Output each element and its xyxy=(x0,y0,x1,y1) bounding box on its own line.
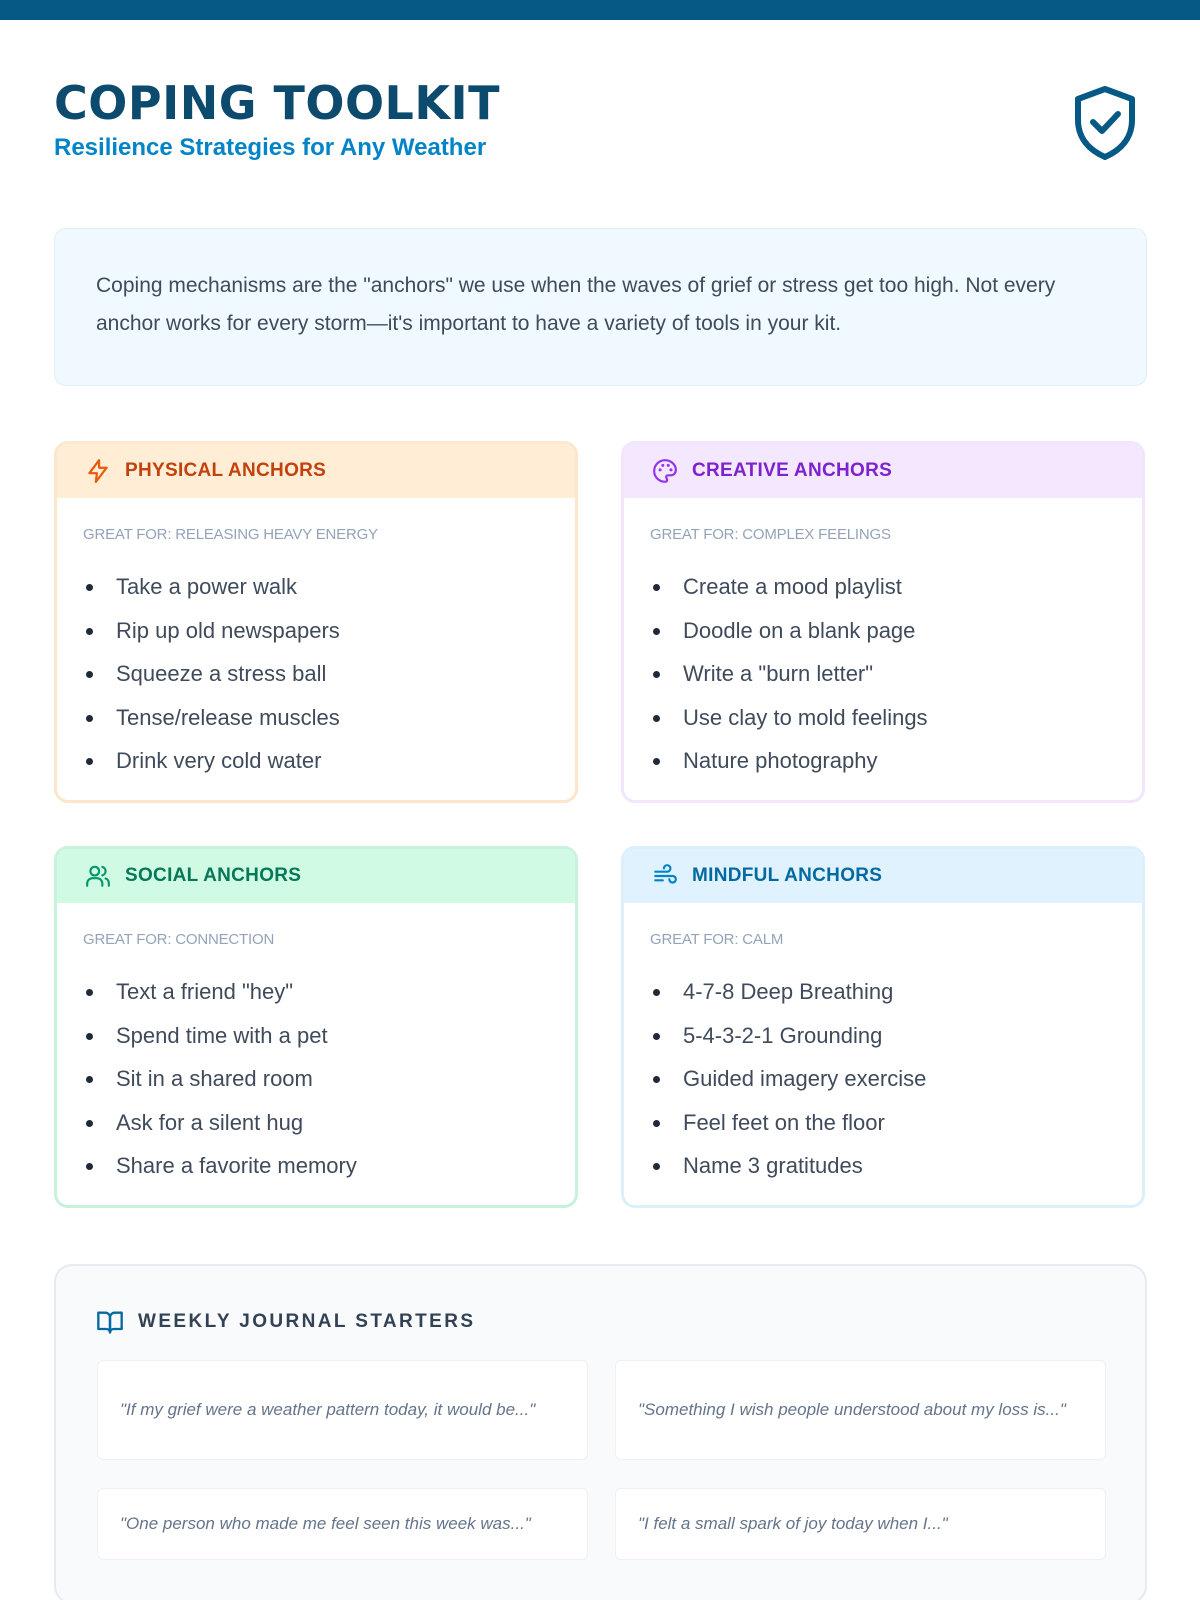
intro-panel xyxy=(54,228,1147,386)
list-item: Feel feet on the floor xyxy=(650,1101,1116,1145)
card-physical-anchors xyxy=(54,441,578,803)
page-title: COPING TOOLKIT xyxy=(54,76,500,130)
journal-header xyxy=(96,1308,475,1336)
journal-starters-panel xyxy=(54,1264,1147,1600)
list-item: Text a friend "hey" xyxy=(83,970,549,1014)
list-item: 5-4-3-2-1 Grounding xyxy=(650,1014,1116,1058)
card-title: CREATIVE ANCHORS xyxy=(692,460,893,481)
open-book-icon xyxy=(96,1308,124,1336)
list-item: Use clay to mold feelings xyxy=(650,696,1116,740)
card-title: PHYSICAL ANCHORS xyxy=(125,460,327,481)
card-header xyxy=(624,849,1142,903)
list-item: Create a mood playlist xyxy=(650,565,1116,609)
intro-text: Coping mechanisms are the "anchors" we use when the waves of grief or stress get too high. Not every anchor works for every storm—it's important to have a variety of tools in your kit. xyxy=(96,274,1056,335)
great-for-label: GREAT FOR: COMPLEX FEELINGS xyxy=(650,526,891,543)
lightning-icon xyxy=(85,458,111,484)
list-item: Take a power walk xyxy=(83,565,549,609)
journal-prompt-card xyxy=(615,1360,1106,1460)
page-subtitle: Resilience Strategies for Any Weather xyxy=(54,134,487,161)
journal-prompt-text: "I felt a small spark of joy today when I..." xyxy=(638,1514,948,1533)
journal-title: WEEKLY JOURNAL STARTERS xyxy=(138,1311,476,1332)
journal-prompt-card xyxy=(97,1488,588,1560)
users-icon xyxy=(85,863,111,889)
list-item: 4-7-8 Deep Breathing xyxy=(650,970,1116,1014)
list-item: Share a favorite memory xyxy=(83,1144,549,1188)
list-item: Sit in a shared room xyxy=(83,1057,549,1101)
list-item: Ask for a silent hug xyxy=(83,1101,549,1145)
card-mindful-anchors xyxy=(621,846,1145,1208)
card-creative-anchors xyxy=(621,441,1145,803)
list-item: Spend time with a pet xyxy=(83,1014,549,1058)
great-for-label: GREAT FOR: CALM xyxy=(650,931,784,948)
list-item: Rip up old newspapers xyxy=(83,609,549,653)
card-header xyxy=(57,849,575,903)
list-item: Guided imagery exercise xyxy=(650,1057,1116,1101)
journal-prompt-text: "If my grief were a weather pattern today, it would be..." xyxy=(120,1400,536,1419)
list-item: Write a "burn letter" xyxy=(650,652,1116,696)
card-social-anchors xyxy=(54,846,578,1208)
journal-prompt-text: "One person who made me feel seen this week was..." xyxy=(120,1514,531,1533)
top-accent-bar xyxy=(0,0,1200,20)
journal-prompt-text: "Something I wish people understood about my loss is..." xyxy=(638,1400,1066,1419)
card-header xyxy=(57,444,575,498)
journal-prompt-card xyxy=(615,1488,1106,1560)
list-item: Squeeze a stress ball xyxy=(83,652,549,696)
anchor-list xyxy=(650,565,1116,783)
journal-prompt-card xyxy=(97,1360,588,1460)
anchor-list xyxy=(83,970,549,1188)
list-item: Drink very cold water xyxy=(83,739,549,783)
card-title: MINDFUL ANCHORS xyxy=(692,865,883,886)
list-item: Nature photography xyxy=(650,739,1116,783)
palette-icon xyxy=(652,458,678,484)
page-header xyxy=(54,78,1146,178)
anchor-list xyxy=(83,565,549,783)
card-header xyxy=(624,444,1142,498)
list-item: Tense/release muscles xyxy=(83,696,549,740)
anchor-list xyxy=(650,970,1116,1188)
great-for-label: GREAT FOR: CONNECTION xyxy=(83,931,275,948)
list-item: Doodle on a blank page xyxy=(650,609,1116,653)
wind-icon xyxy=(652,863,678,889)
list-item: Name 3 gratitudes xyxy=(650,1144,1116,1188)
shield-check-icon xyxy=(1072,84,1138,162)
card-title: SOCIAL ANCHORS xyxy=(125,865,302,886)
great-for-label: GREAT FOR: RELEASING HEAVY ENERGY xyxy=(83,526,378,543)
